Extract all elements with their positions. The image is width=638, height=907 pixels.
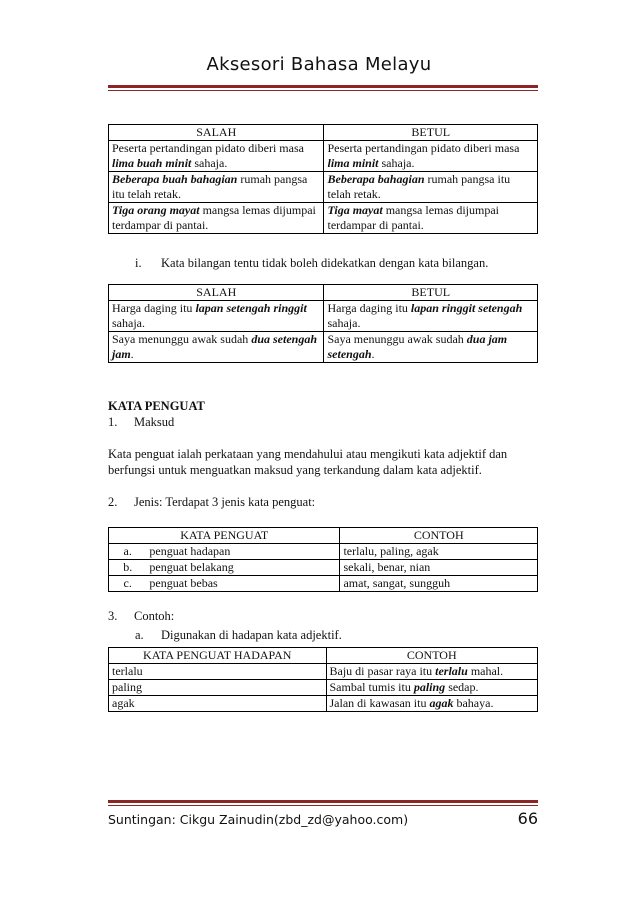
table-row [109, 301, 538, 332]
table-header-row [109, 285, 538, 301]
table-row [109, 680, 538, 696]
table-salah-betul-setengah [108, 284, 538, 363]
row-type: penguat bebas [146, 576, 340, 592]
table-penguat-hadapan [108, 647, 538, 712]
rule-i-text: Kata bilangan tentu tidak boleh didekatkan dengan kata bilangan. [161, 256, 489, 270]
cell-betul: Peserta pertandingan pidato diberi masa lima minit sahaja. [324, 141, 538, 172]
section-title: KATA PENGUAT [108, 399, 205, 413]
row-word: paling [109, 680, 327, 696]
item-number: 2. [108, 495, 118, 509]
column-header-kata-penguat: KATA PENGUAT [109, 528, 340, 544]
cell-betul: Harga daging itu lapan ringgit setengah sahaja. [324, 301, 538, 332]
section-item-3 [108, 608, 174, 624]
table-header-row [109, 528, 538, 544]
section-item-1 [108, 414, 174, 430]
row-word: terlalu [109, 664, 327, 680]
cell-salah: Saya menunggu awak sudah dua setengah jam. [109, 332, 324, 363]
row-letter: a. [109, 544, 147, 560]
table-header-row [109, 125, 538, 141]
cell-salah: Tiga orang mayat mangsa lemas dijumpai terdampar di pantai. [109, 203, 324, 234]
row-example: amat, sangat, sungguh [340, 576, 538, 592]
row-letter: b. [109, 560, 147, 576]
footer-credit: Suntingan: Cikgu Zainudin(zbd_zd@yahoo.com) [108, 812, 409, 827]
rule-i [135, 255, 488, 271]
cell-salah: Beberapa buah bahagian rumah pangsa itu telah retak. [109, 172, 324, 203]
section-sub-a [135, 627, 342, 643]
cell-betul: Beberapa bahagian rumah pangsa itu telah retak. [324, 172, 538, 203]
table-row [109, 172, 538, 203]
row-example: Jalan di kawasan itu agak bahaya. [326, 696, 538, 712]
table-row [109, 544, 538, 560]
column-header-penguat-hadapan: KATA PENGUAT HADAPAN [109, 648, 327, 664]
column-header-salah: SALAH [109, 125, 324, 141]
row-example: terlalu, paling, agak [340, 544, 538, 560]
column-header-salah: SALAH [109, 285, 324, 301]
page-header-title: Aksesori Bahasa Melayu [206, 54, 432, 75]
item-number: 3. [108, 609, 118, 623]
item-text: Digunakan di hadapan kata adjektif. [161, 628, 342, 642]
table-row [109, 576, 538, 592]
table-row [109, 203, 538, 234]
table-salah-betul-bilangan [108, 124, 538, 234]
row-type: penguat hadapan [146, 544, 340, 560]
table-header-row [109, 648, 538, 664]
item-number: 1. [108, 415, 118, 429]
item-text: Maksud [134, 415, 175, 429]
column-header-contoh: CONTOH [340, 528, 538, 544]
cell-salah: Harga daging itu lapan setengah ringgit sahaja. [109, 301, 324, 332]
row-letter: c. [109, 576, 147, 592]
row-example: Baju di pasar raya itu terlalu mahal. [326, 664, 538, 680]
table-row [109, 141, 538, 172]
column-header-betul: BETUL [324, 125, 538, 141]
row-type: penguat belakang [146, 560, 340, 576]
footer-rule-thick [108, 800, 538, 803]
row-example: Sambal tumis itu paling sedap. [326, 680, 538, 696]
row-word: agak [109, 696, 327, 712]
page-number: 66 [517, 809, 538, 828]
table-jenis-kata-penguat [108, 527, 538, 592]
rule-i-number: i. [135, 256, 142, 270]
header-rule-thin [108, 90, 538, 91]
item-text: Contoh: [134, 609, 175, 623]
item-number: a. [135, 628, 144, 642]
section-item-2 [108, 494, 315, 510]
cell-salah: Peserta pertandingan pidato diberi masa lima buah minit sahaja. [109, 141, 324, 172]
item-text: Jenis: Terdapat 3 jenis kata penguat: [134, 495, 316, 509]
cell-betul: Tiga mayat mangsa lemas dijumpai terdampar di pantai. [324, 203, 538, 234]
table-row [109, 560, 538, 576]
table-row [109, 696, 538, 712]
footer-rule-thin [108, 805, 538, 806]
row-example: sekali, benar, nian [340, 560, 538, 576]
table-row [109, 332, 538, 363]
column-header-betul: BETUL [324, 285, 538, 301]
table-row [109, 664, 538, 680]
header-rule-thick [108, 85, 538, 88]
section-definition: Kata penguat ialah perkataan yang mendahului atau mengikuti kata adjektif dan berfungsi untuk menguatkan maksud yang terkandung dalam kata adjektif. [108, 447, 508, 477]
cell-betul: Saya menunggu awak sudah dua jam setengah. [324, 332, 538, 363]
column-header-contoh: CONTOH [326, 648, 538, 664]
